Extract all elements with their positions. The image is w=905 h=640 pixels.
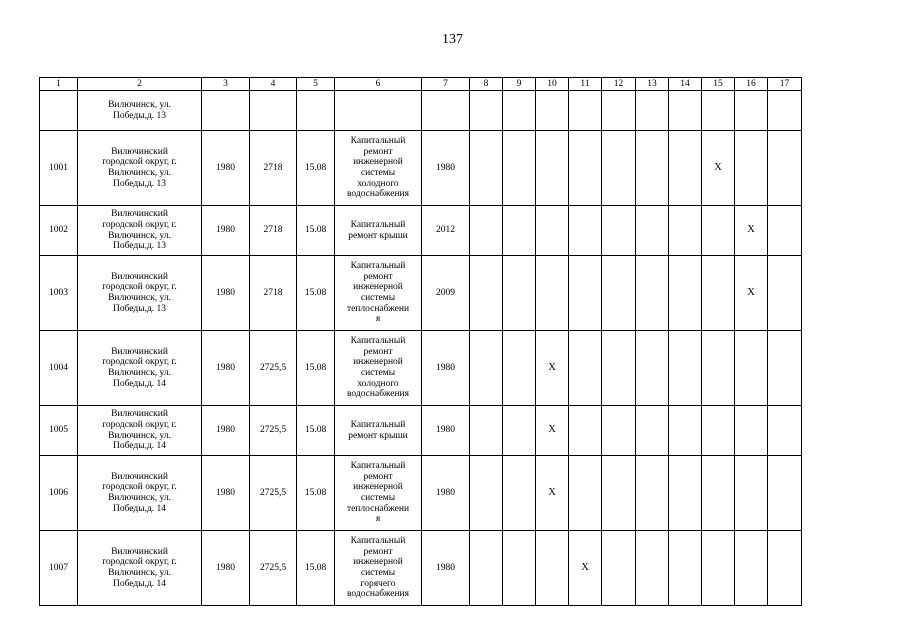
mark-cell: X	[536, 456, 569, 531]
mark-cell: X	[735, 206, 768, 256]
column-header-6: 6	[335, 78, 422, 91]
empty-cell	[636, 131, 669, 206]
empty-cell	[735, 91, 768, 131]
table-row	[40, 206, 802, 256]
empty-cell	[503, 531, 536, 606]
mark-cell: X	[569, 531, 602, 606]
area-cell: 2718	[250, 256, 297, 331]
column-header-2: 2	[78, 78, 202, 91]
empty-cell	[768, 531, 802, 606]
address-cell: Вилючинский городской округ, г. Вилючинск, ул. Победы,д. 14	[78, 331, 202, 406]
empty-cell	[702, 531, 735, 606]
column-header-9: 9	[503, 78, 536, 91]
table-row	[40, 531, 802, 606]
empty-cell	[569, 91, 602, 131]
empty-cell	[768, 331, 802, 406]
table-row	[40, 456, 802, 531]
row-number: 1007	[40, 531, 78, 606]
year-repair-cell: 1980	[422, 406, 470, 456]
column-header-16: 16	[735, 78, 768, 91]
empty-cell	[735, 456, 768, 531]
empty-cell	[503, 456, 536, 531]
year-repair-cell: 1980	[422, 456, 470, 531]
empty-cell	[602, 456, 636, 531]
empty-cell	[503, 256, 536, 331]
column-header-4: 4	[250, 78, 297, 91]
address-cell: Вилючинский городской округ, г. Вилючинск, ул. Победы,д. 14	[78, 406, 202, 456]
empty-cell	[503, 91, 536, 131]
empty-cell	[569, 131, 602, 206]
empty-cell	[602, 91, 636, 131]
column-header-10: 10	[536, 78, 569, 91]
empty-cell	[669, 406, 702, 456]
year-repair-cell: 2012	[422, 206, 470, 256]
code-cell: 15.08	[297, 456, 335, 531]
empty-cell	[536, 531, 569, 606]
empty-cell	[569, 331, 602, 406]
address-cell: Вилючинск, ул. Победы,д. 13	[78, 91, 202, 131]
area-cell: 2718	[250, 206, 297, 256]
work-type-cell: Капитальный ремонт инженерной системы горячего водоснабжения	[335, 531, 422, 606]
column-header-7: 7	[422, 78, 470, 91]
year-repair-cell: 1980	[422, 331, 470, 406]
mark-cell: X	[536, 406, 569, 456]
empty-cell	[669, 331, 702, 406]
year-cell: 1980	[202, 131, 250, 206]
area-cell: 2725,5	[250, 331, 297, 406]
empty-cell	[768, 206, 802, 256]
empty-cell	[768, 456, 802, 531]
empty-cell	[768, 406, 802, 456]
address-cell: Вилючинский городской округ, г. Вилючинск, ул. Победы,д. 14	[78, 531, 202, 606]
empty-cell	[735, 406, 768, 456]
empty-cell	[503, 406, 536, 456]
table-row	[40, 131, 802, 206]
area-cell: 2725,5	[250, 406, 297, 456]
empty-cell	[602, 206, 636, 256]
empty-cell	[702, 331, 735, 406]
empty-cell	[536, 206, 569, 256]
empty-cell	[702, 406, 735, 456]
empty-cell	[669, 91, 702, 131]
empty-cell	[702, 256, 735, 331]
row-number: 1005	[40, 406, 78, 456]
empty-cell	[470, 206, 503, 256]
code-cell: 15.08	[297, 206, 335, 256]
table-row	[40, 406, 802, 456]
code-cell: 15.08	[297, 131, 335, 206]
empty-cell	[569, 456, 602, 531]
empty-cell	[422, 91, 470, 131]
mark-cell: X	[536, 331, 569, 406]
empty-cell	[602, 406, 636, 456]
column-header-3: 3	[202, 78, 250, 91]
empty-cell	[202, 91, 250, 131]
address-cell: Вилючинский городской округ, г. Вилючинск, ул. Победы,д. 14	[78, 456, 202, 531]
empty-cell	[702, 206, 735, 256]
work-type-cell: Капитальный ремонт крыши	[335, 206, 422, 256]
empty-cell	[636, 531, 669, 606]
year-cell: 1980	[202, 406, 250, 456]
empty-cell	[602, 331, 636, 406]
empty-cell	[636, 256, 669, 331]
empty-cell	[569, 406, 602, 456]
table-row	[40, 256, 802, 331]
empty-cell	[569, 256, 602, 331]
empty-cell	[636, 331, 669, 406]
row-number: 1002	[40, 206, 78, 256]
empty-cell	[503, 206, 536, 256]
year-repair-cell: 1980	[422, 531, 470, 606]
column-header-11: 11	[569, 78, 602, 91]
year-cell: 1980	[202, 456, 250, 531]
area-cell: 2718	[250, 131, 297, 206]
column-header-15: 15	[702, 78, 735, 91]
code-cell: 15.08	[297, 406, 335, 456]
empty-cell	[536, 256, 569, 331]
register-table	[39, 77, 802, 606]
empty-cell	[702, 456, 735, 531]
empty-cell	[702, 91, 735, 131]
address-cell: Вилючинский городской округ, г. Вилючинск, ул. Победы,д. 13	[78, 256, 202, 331]
empty-cell	[470, 256, 503, 331]
empty-cell	[669, 531, 702, 606]
row-number: 1001	[40, 131, 78, 206]
column-header-5: 5	[297, 78, 335, 91]
table-row	[40, 331, 802, 406]
empty-cell	[602, 531, 636, 606]
empty-cell	[669, 206, 702, 256]
empty-cell	[569, 206, 602, 256]
empty-cell	[669, 131, 702, 206]
column-header-13: 13	[636, 78, 669, 91]
column-header-1: 1	[40, 78, 78, 91]
empty-cell	[636, 456, 669, 531]
code-cell: 15.08	[297, 331, 335, 406]
empty-cell	[602, 131, 636, 206]
empty-cell	[536, 131, 569, 206]
column-header-14: 14	[669, 78, 702, 91]
row-number: 1004	[40, 331, 78, 406]
empty-cell	[636, 206, 669, 256]
empty-cell	[335, 91, 422, 131]
empty-cell	[768, 131, 802, 206]
empty-cell	[250, 91, 297, 131]
empty-cell	[636, 91, 669, 131]
column-header-8: 8	[470, 78, 503, 91]
empty-cell	[735, 531, 768, 606]
work-type-cell: Капитальный ремонт инженерной системы теплоснабжени я	[335, 456, 422, 531]
mark-cell: X	[702, 131, 735, 206]
empty-cell	[536, 91, 569, 131]
year-cell: 1980	[202, 206, 250, 256]
column-header-12: 12	[602, 78, 636, 91]
continued-row	[40, 91, 802, 131]
empty-cell	[636, 406, 669, 456]
area-cell: 2725,5	[250, 456, 297, 531]
empty-cell	[470, 331, 503, 406]
empty-cell	[40, 91, 78, 131]
year-repair-cell: 1980	[422, 131, 470, 206]
page-number: 137	[442, 32, 463, 47]
empty-cell	[470, 406, 503, 456]
empty-cell	[735, 331, 768, 406]
empty-cell	[602, 256, 636, 331]
year-repair-cell: 2009	[422, 256, 470, 331]
empty-cell	[669, 456, 702, 531]
column-number-row	[40, 78, 802, 91]
empty-cell	[669, 256, 702, 331]
empty-cell	[297, 91, 335, 131]
work-type-cell: Капитальный ремонт инженерной системы теплоснабжени я	[335, 256, 422, 331]
address-cell: Вилючинский городской округ, г. Вилючинск, ул. Победы,д. 13	[78, 206, 202, 256]
row-number: 1003	[40, 256, 78, 331]
work-type-cell: Капитальный ремонт крыши	[335, 406, 422, 456]
row-number: 1006	[40, 456, 78, 531]
year-cell: 1980	[202, 531, 250, 606]
empty-cell	[503, 331, 536, 406]
mark-cell: X	[735, 256, 768, 331]
year-cell: 1980	[202, 331, 250, 406]
empty-cell	[735, 131, 768, 206]
code-cell: 15.08	[297, 531, 335, 606]
work-type-cell: Капитальный ремонт инженерной системы холодного водоснабжения	[335, 331, 422, 406]
empty-cell	[768, 91, 802, 131]
address-cell: Вилючинский городской округ, г. Вилючинск, ул. Победы,д. 13	[78, 131, 202, 206]
empty-cell	[470, 91, 503, 131]
empty-cell	[503, 131, 536, 206]
column-header-17: 17	[768, 78, 802, 91]
work-type-cell: Капитальный ремонт инженерной системы холодного водоснабжения	[335, 131, 422, 206]
empty-cell	[470, 531, 503, 606]
area-cell: 2725,5	[250, 531, 297, 606]
year-cell: 1980	[202, 256, 250, 331]
empty-cell	[470, 131, 503, 206]
code-cell: 15.08	[297, 256, 335, 331]
empty-cell	[768, 256, 802, 331]
empty-cell	[470, 456, 503, 531]
